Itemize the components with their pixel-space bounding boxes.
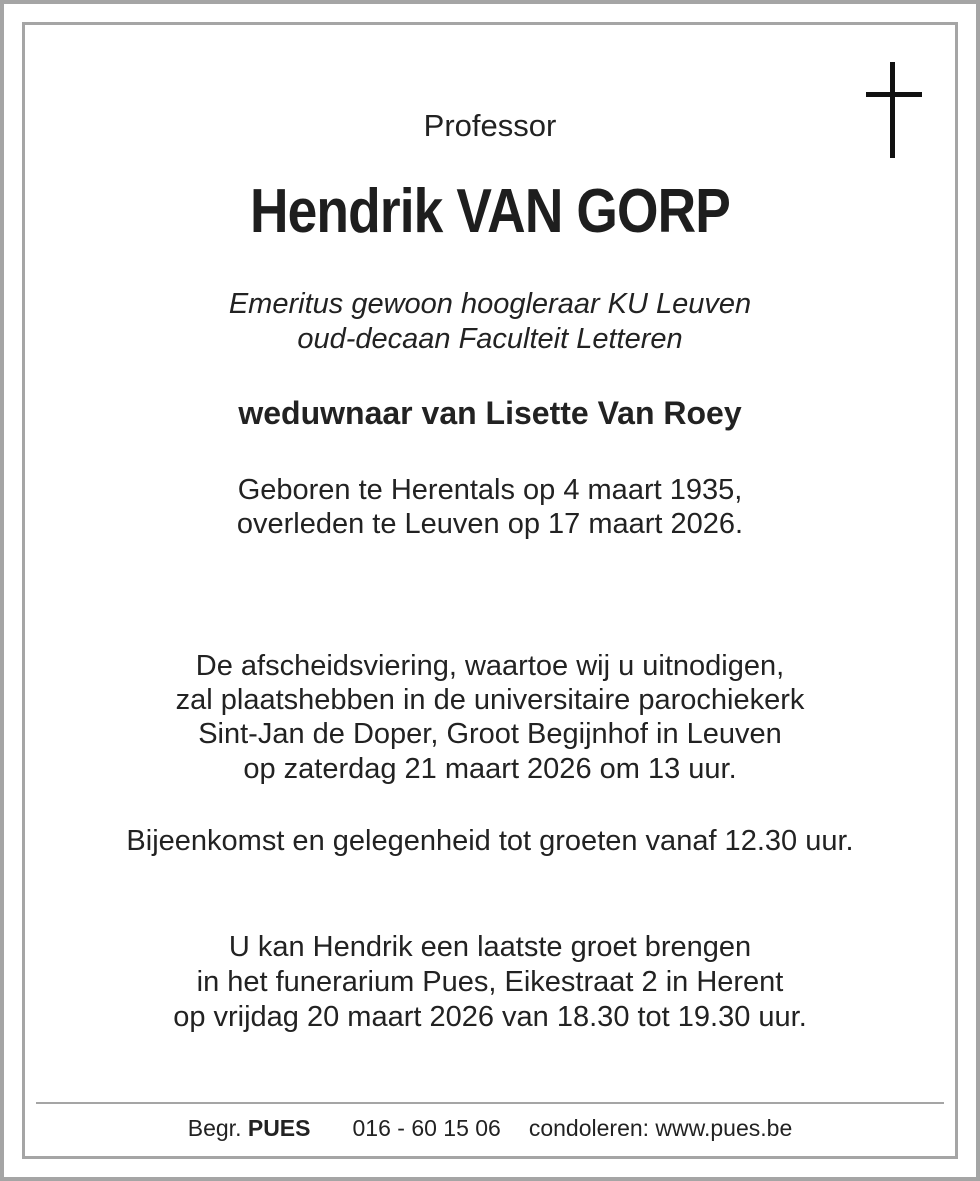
footer-prefix: Begr. xyxy=(187,1115,242,1141)
gathering-line: Bijeenkomst en gelegenheid tot groeten vanaf 12.30 uur. xyxy=(126,825,854,857)
role-line-1: Emeritus gewoon hoogleraar KU Leuven xyxy=(228,288,752,320)
role-line-2: oud-decaan Faculteit Letteren xyxy=(297,323,683,355)
widower-of: weduwnaar van Lisette Van Roey xyxy=(238,395,742,431)
footer-condolences: condoleren: www.pues.be xyxy=(528,1115,793,1141)
funeral-home-name: PUES xyxy=(247,1115,311,1141)
footer-divider xyxy=(36,1102,944,1104)
ceremony-line-1: De afscheidsviering, waartoe wij u uitnodigen, xyxy=(195,650,785,682)
ceremony-line-4: op zaterdag 21 maart 2026 om 13 uur. xyxy=(243,753,737,785)
footer xyxy=(0,1115,980,1142)
deceased-name: Hendrik VAN GORP xyxy=(249,177,731,246)
ceremony-line-2: zal plaatshebben in de universitaire parochiekerk xyxy=(175,684,805,716)
footer-phone: 016 - 60 15 06 xyxy=(352,1115,501,1141)
title-prefix: Professor xyxy=(423,108,557,143)
visitation-line-3: op vrijdag 20 maart 2026 van 18.30 tot 19.30 uur. xyxy=(173,1001,807,1033)
birth-line: Geboren te Herentals op 4 maart 1935, xyxy=(237,474,743,506)
visitation-line-2: in het funerarium Pues, Eikestraat 2 in Herent xyxy=(196,966,784,998)
visitation-line-1: U kan Hendrik een laatste groet brengen xyxy=(228,931,752,963)
ceremony-line-3: Sint-Jan de Doper, Groot Begijnhof in Leuven xyxy=(198,718,782,750)
cross-horizontal-bar xyxy=(866,92,922,97)
death-line: overleden te Leuven op 17 maart 2026. xyxy=(236,508,744,540)
